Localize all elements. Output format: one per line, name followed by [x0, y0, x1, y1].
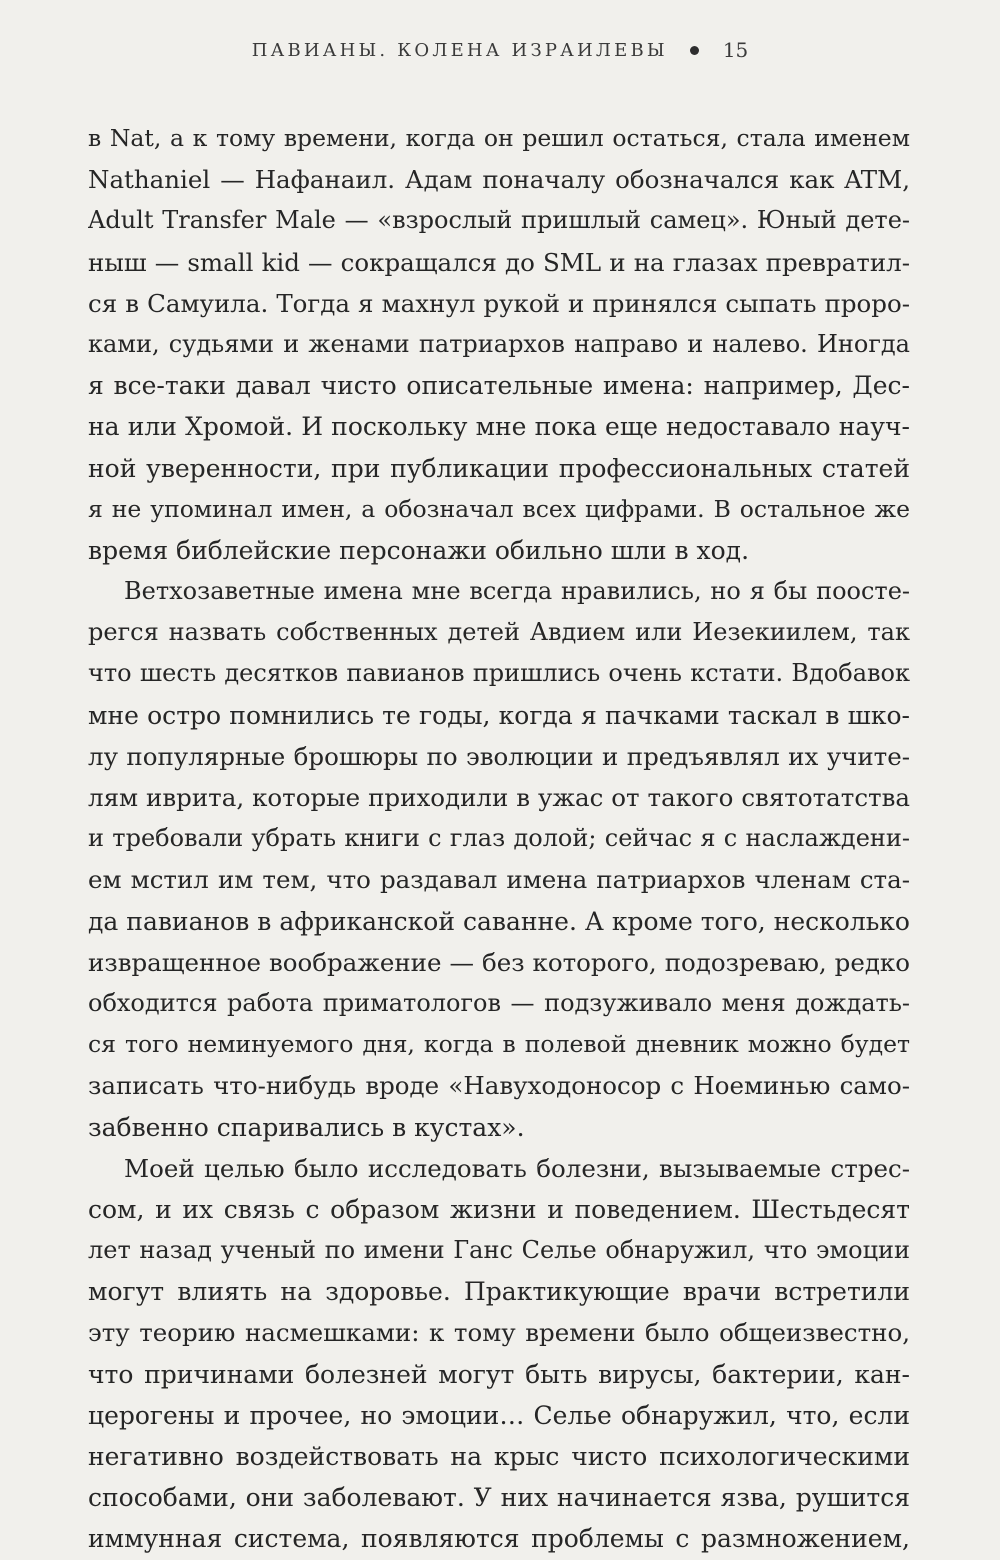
text-line: ем мстил им тем, что раздавал имена патриархов членам ста-: [88, 865, 910, 895]
text-line: я не упоминал имен, а обозначал всех цифрами. В остальное же: [88, 494, 910, 523]
text-line: и требовали убрать книги с глаз долой; сейчас я с наслаждени-: [88, 824, 910, 853]
bullet-separator: [690, 46, 699, 55]
text-line: забвенно спаривались в кустах».: [88, 1112, 525, 1142]
page-number: 15: [722, 38, 749, 62]
text-line: негативно воздействовать на крыс чисто психологическими: [88, 1442, 910, 1471]
text-line: ной уверенности, при публикации профессиональных статей: [88, 453, 910, 483]
text-line: обходится работа приматологов — подзуживало меня дождать-: [88, 988, 910, 1017]
text-line: ся в Самуила. Тогда я махнул рукой и принялся сыпать проро-: [88, 288, 910, 318]
text-line: могут влиять на здоровье. Практикующие врачи встретили: [88, 1277, 910, 1307]
text-line: что причинами болезней могут быть вирусы, бактерии, кан-: [88, 1359, 910, 1389]
text-line: на или Хромой. И поскольку мне пока еще недоставало науч-: [88, 412, 910, 442]
text-line: лу популярные брошюры по эволюции и предъявлял их учите-: [88, 741, 910, 771]
text-line: лет назад ученый по имени Ганс Селье обнаружил, что эмоции: [88, 1236, 910, 1265]
paragraph-start-line: Моей целью было исследовать болезни, вызываемые стрес-: [124, 1153, 910, 1183]
text-line: ками, судьями и женами патриархов направо и налево. Иногда: [88, 329, 910, 358]
running-head: [250, 38, 750, 62]
text-line: записать что-нибудь вроде «Навуходоносор с Ноеминью само-: [88, 1071, 910, 1101]
text-line: эту теорию насмешками: к тому времени было общеизвестно,: [88, 1318, 910, 1348]
text-line: да павианов в африканской саванне. А кроме того, несколько: [88, 906, 910, 936]
text-line: что шесть десятков павианов пришлись очень кстати. Вдобавок: [88, 659, 910, 688]
text-line: извращенное воображение — без которого, подозреваю, редко: [88, 947, 910, 977]
text-line: ныш — small kid — сокращался до SML и на глазах превратил-: [88, 247, 910, 277]
text-line: иммунная система, появляются проблемы с размножением,: [88, 1524, 910, 1554]
text-line: Nathaniel — Нафанаил. Адам поначалу обозначался как ATM,: [88, 165, 910, 195]
text-line: регся назвать собственных детей Авдием или Иезекиилем, так: [88, 618, 910, 647]
text-line: сом, и их связь с образом жизни и поведением. Шестьдесят: [88, 1194, 910, 1224]
body-text: [88, 118, 910, 1560]
text-line: Adult Transfer Male — «взрослый пришлый самец». Юный дете-: [88, 206, 910, 235]
text-line: способами, они заболевают. У них начинается язва, рушится: [88, 1483, 910, 1513]
text-line: ся того неминуемого дня, когда в полевой дневник можно будет: [88, 1030, 910, 1059]
paragraph-start-line: Ветхозаветные имена мне всегда нравились, но я бы поосте-: [124, 577, 910, 606]
text-line: в Nat, а к тому времени, когда он решил остаться, стала именем: [88, 124, 910, 152]
text-line: церогены и прочее, но эмоции… Селье обнаружил, что, если: [88, 1400, 910, 1430]
text-line: лям иврита, которые приходили в ужас от такого святотатства: [88, 783, 910, 812]
chapter-title: ПАВИАНЫ. КОЛЕНА ИЗРАИЛЕВЫ: [251, 39, 668, 61]
text-line: время библейские персонажи обильно шли в ход.: [88, 535, 750, 565]
text-line: мне остро помнились те годы, когда я пачками таскал в шко-: [88, 700, 910, 730]
text-line: я все-таки давал чисто описательные имена: например, Дес-: [88, 371, 910, 401]
